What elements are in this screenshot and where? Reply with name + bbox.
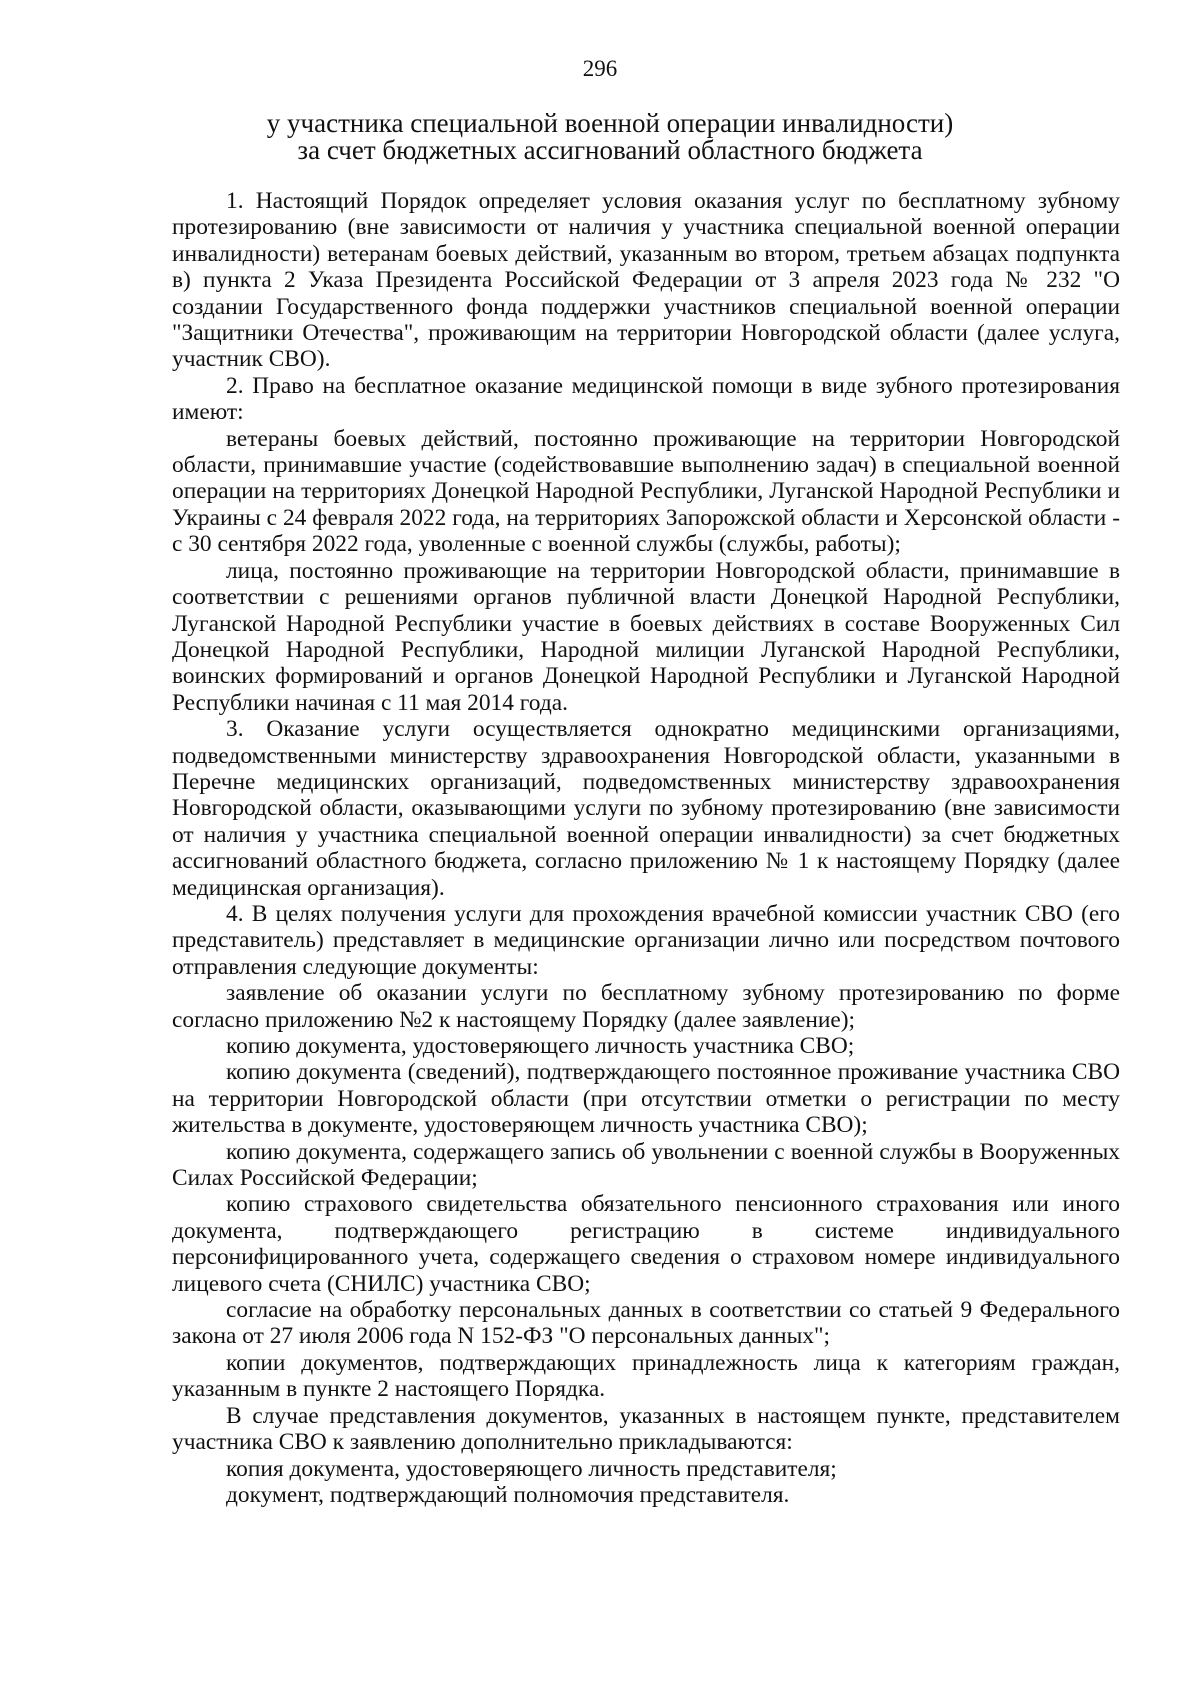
paragraph-representative: В случае представления документов, указанных в настоящем пункте, представителем участника СВО к заявлению дополнительно прикладываются:	[172, 1402, 1120, 1456]
paragraph-representative-authority: документ, подтверждающий полномочия представителя.	[226, 1481, 790, 1508]
paragraph-item-2: 2. Право на бесплатное оказание медицинской помощи в виде зубного протезирования имеют:	[172, 372, 1120, 426]
paragraph-item-1: 1. Настоящий Порядок определяет условия оказания услуг по бесплатному зубному протезированию (вне зависимости от наличия у участника специальной военной операции инвалидности) ветеранам боевых действий, указанным во втором, третьем абзацах подпункта в) пункта 2 Указа Президента Российской Федерации от 3 апреля 2023 года № 232 "О создании Государственного фонда поддержки участников специальной военной операции "Защитники Отечества", проживающим на территории Новгородской области (далее услуга, участник СВО).	[172, 188, 1120, 373]
paragraph-persons: лица, постоянно проживающие на территории Новгородской области, принимавшие в соответствии с решениями органов публичной власти Донецкой Народной Республики, Луганской Народной Республики участие в боевых действиях в составе Вооруженных Сил Донецкой Народной Республики, Народной милиции Луганской Народной Республики, воинских формирований и органов Донецкой Народной Республики и Луганской Народной Республики начиная с 11 мая 2014 года.	[172, 557, 1120, 716]
paragraph-discharge-copy: копию документа, содержащего запись об увольнении с военной службы в Вооруженных Силах Российской Федерации;	[172, 1138, 1120, 1192]
paragraph-snils-copy: копию страхового свидетельства обязательного пенсионного страхования или иного документа, подтверждающего регистрацию в системе индивидуального персонифицированного учета, содержащего сведения о страховом номере индивидуального лицевого счета (СНИЛС) участника СВО;	[172, 1191, 1120, 1297]
section-heading	[160, 110, 1060, 164]
heading-line: за счет бюджетных ассигнований областного бюджета	[297, 135, 923, 165]
paragraph-veterans: ветераны боевых действий, постоянно проживающие на территории Новгородской области, принимавшие участие (содействовавшие выполнению задач) в специальной военной операции на территориях Донецкой Народной Республики, Луганской Народной Республики и Украины с 24 февраля 2022 года, на территориях Запорожской области и Херсонской области - с 30 сентября 2022 года, уволенные с военной службы (службы, работы);	[172, 425, 1120, 558]
paragraph-item-4: 4. В целях получения услуги для прохождения врачебной комиссии участник СВО (его представитель) представляет в медицинские организации лично или посредством почтового отправления следующие документы:	[172, 900, 1120, 980]
paragraph-category-copies: копии документов, подтверждающих принадлежность лица к категориям граждан, указанным в пункте 2 настоящего Порядка.	[172, 1349, 1120, 1403]
paragraph-item-3: 3. Оказание услуги осуществляется однократно медицинскими организациями, подведомственными министерству здравоохранения Новгородской области, указанными в Перечне медицинских организаций, подведомственных министерству здравоохранения Новгородской области, оказывающими услуги по зубному протезированию (вне зависимости от наличия у участника специальной военной операции инвалидности) за счет бюджетных ассигнований областного бюджета, согласно приложению № 1 к настоящему Порядку (далее медицинская организация).	[172, 716, 1120, 901]
document-body	[172, 188, 1120, 1508]
page-number: 296	[582, 56, 618, 81]
paragraph-residence-copy: копию документа (сведений), подтверждающего постоянное проживание участника СВО на территории Новгородской области (при отсутствии отметки о регистрации по месту жительства в документе, удостоверяющем личность участника СВО);	[172, 1059, 1120, 1139]
paragraph-consent: согласие на обработку персональных данных в соответствии со статьей 9 Федерального закона от 27 июля 2006 года N 152-ФЗ "О персональных данных";	[172, 1297, 1120, 1350]
paragraph-application: заявление об оказании услуги по бесплатному зубному протезированию по форме согласно приложению №2 к настоящему Порядку (далее заявление);	[172, 980, 1120, 1033]
paragraph-identity-copy: копию документа, удостоверяющего личность участника СВО;	[226, 1033, 855, 1059]
heading-line: у участника специальной военной операции инвалидности)	[266, 108, 954, 138]
paragraph-representative-identity: копия документа, удостоверяющего личность представителя;	[226, 1455, 837, 1482]
